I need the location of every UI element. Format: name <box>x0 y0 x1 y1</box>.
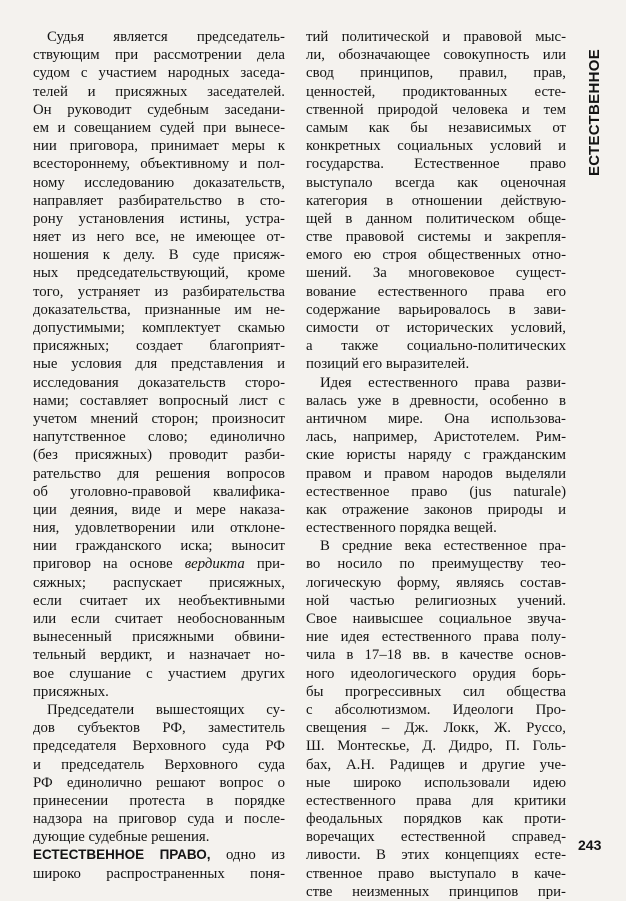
text-line <box>33 410 285 428</box>
line-text: принесении протеста в порядке <box>33 792 285 809</box>
text-line <box>33 119 285 137</box>
text-line <box>33 610 285 628</box>
text-line <box>306 646 566 664</box>
line-text: логическую форму, являясь состав- <box>306 574 566 591</box>
line-text: широко распространенных поня- <box>33 865 285 882</box>
text-line <box>33 756 285 774</box>
line-text: шений. За многовековое сущест- <box>306 265 566 282</box>
text-line <box>306 628 566 646</box>
text-line <box>33 792 285 810</box>
line-text: дов субъектов РФ, заместитель <box>33 720 285 737</box>
line-text: председателя Верховного суда РФ <box>33 738 285 755</box>
text-line <box>306 46 566 64</box>
text-line <box>306 610 566 628</box>
text-line <box>33 701 285 719</box>
text-line <box>33 301 285 319</box>
text-line <box>306 592 566 610</box>
line-text: ственной природой человека и тем <box>306 101 566 118</box>
text-line <box>306 828 566 846</box>
line-text: естественного порядка вещей. <box>306 520 497 537</box>
line-text: а также социально-политических <box>306 338 566 355</box>
line-text: ливости. В этих концепциях есте- <box>306 847 566 864</box>
text-line <box>306 774 566 792</box>
line-text: ных председательствующий, кроме <box>33 265 285 282</box>
line-text: симости от исторических условий, <box>306 320 566 336</box>
text-line <box>306 101 566 119</box>
text-line <box>33 665 285 683</box>
line-text: одно из <box>210 847 285 864</box>
line-text: самым как бы независимых от <box>306 119 566 136</box>
text-line <box>33 210 285 228</box>
line-text: няет из него все, не имеющее от- <box>33 229 285 246</box>
line-text: присяжных. <box>33 683 109 700</box>
line-text: судом с участием народных заседа- <box>33 65 285 82</box>
line-text: доказательства, признанные им не- <box>33 301 285 318</box>
text-line <box>306 465 566 483</box>
line-text: ния, удовлетворении или отклоне- <box>33 520 285 537</box>
line-text: ного идеологического орудия борь- <box>306 665 566 682</box>
line-text: или если считает необоснованным <box>33 611 285 627</box>
text-line <box>306 28 566 46</box>
line-text: бы прогрессивных сил общества <box>306 683 566 700</box>
line-text: феодальных порядков как проти- <box>306 811 566 828</box>
text-line <box>33 828 285 846</box>
text-line <box>306 846 566 864</box>
line-text: нии гражданского иска; выносит <box>33 538 285 555</box>
text-line <box>306 446 566 464</box>
line-text: валась уже в древности, особенно в <box>306 392 566 409</box>
entry-headword: ЕСТЕСТВЕННОЕ ПРАВО, <box>33 847 211 863</box>
text-line <box>33 592 285 610</box>
line-text: вое слушание с участием других <box>33 665 285 682</box>
line-text: учетом мнений сторон; произносит <box>33 410 285 427</box>
text-line <box>33 392 285 410</box>
line-text: с абсолютизмом. Идеологи Про- <box>306 701 566 718</box>
text-line <box>306 246 566 264</box>
text-line <box>33 519 285 537</box>
text-line <box>33 283 285 301</box>
left-column <box>33 28 285 883</box>
line-text: Председатели вышестоящих су- <box>47 701 285 718</box>
text-line <box>306 264 566 282</box>
line-text: нами; составляет вопросный лист с <box>33 392 285 409</box>
text-line <box>306 355 566 373</box>
text-line <box>33 465 285 483</box>
text-line <box>33 83 285 101</box>
text-line <box>33 264 285 282</box>
line-text: ции деяния, виде и мере наказа- <box>33 501 285 518</box>
text-line <box>33 355 285 373</box>
text-line <box>33 137 285 155</box>
line-text: если считает их необъективными <box>33 592 285 609</box>
text-line <box>33 174 285 192</box>
text-line <box>306 665 566 683</box>
line-text: нии приговора, принимает меры к <box>33 138 285 155</box>
line-text: стве правовой системы и закрепля- <box>306 229 566 246</box>
page-number: 243 <box>578 837 602 853</box>
text-line <box>306 374 566 392</box>
line-text: Ш. Монтескье, Д. Дидро, П. Голь- <box>306 738 566 755</box>
text-line <box>306 810 566 828</box>
line-text: щей в данном политическом обще- <box>306 210 566 227</box>
line-text: сяжных; распускает присяжных, <box>33 574 285 591</box>
line-text: свод принципов, правил, прав, <box>306 65 566 82</box>
line-text: Свое наивысшее социальное звуча- <box>306 611 566 627</box>
line-text: направляет разбирательство в сто- <box>33 192 285 209</box>
line-text: ные условия для представления и <box>33 356 285 373</box>
text-line <box>306 210 566 228</box>
text-line <box>33 319 285 337</box>
line-text: стве неизменных принципов при- <box>306 883 566 900</box>
text-line <box>306 737 566 755</box>
text-line <box>306 701 566 719</box>
line-text: ственное право выступало в каче- <box>306 865 566 882</box>
text-line <box>306 683 566 701</box>
line-text: содержание варьировалось в зави- <box>306 301 566 318</box>
line-text: надзора на приговор суда и после- <box>33 811 285 828</box>
text-line <box>33 155 285 173</box>
line-text: ли, обозначающее совокупность или <box>306 47 566 64</box>
line-text: Идея естественного права разви- <box>320 374 566 391</box>
text-line <box>33 446 285 464</box>
line-text: вование естественного права его <box>306 283 566 300</box>
text-line <box>306 392 566 410</box>
right-column <box>306 28 566 901</box>
text-line <box>306 756 566 774</box>
line-text: ной частью религиозных учений. <box>306 592 566 609</box>
text-line <box>306 537 566 555</box>
text-line <box>306 883 566 901</box>
text-line <box>33 846 285 864</box>
text-line <box>306 428 566 446</box>
line-text: рательство для решения вопросов <box>33 465 285 482</box>
line-text: того, устраняет из разбирательства <box>33 283 285 300</box>
line-text: ем и совещанием судей при вынесе- <box>33 119 285 136</box>
text-line <box>306 410 566 428</box>
text-line <box>33 737 285 755</box>
line-text: ношения к делу. В суде присяж- <box>33 247 285 264</box>
line-text: присяжных; создает благоприят- <box>33 338 285 355</box>
text-line <box>306 555 566 573</box>
text-line <box>33 810 285 828</box>
text-line <box>33 865 285 883</box>
line-text: естественное право (jus naturale) <box>306 483 566 500</box>
cross-reference: вердикта <box>184 556 245 573</box>
line-text: как отражение законов природы и <box>306 501 566 518</box>
text-line <box>306 301 566 319</box>
text-line <box>306 283 566 301</box>
text-line <box>306 228 566 246</box>
line-text: об уголовно-правовой квалифика- <box>33 483 285 500</box>
line-text: исследования доказательств сторо- <box>33 374 285 391</box>
line-text: (без присяжных) проводит разби- <box>33 447 285 464</box>
line-text: правом и правом народов выделяли <box>306 465 566 482</box>
line-text: всестороннему, объективному и пол- <box>33 156 285 173</box>
running-head <box>579 28 609 198</box>
text-line <box>306 483 566 501</box>
text-line <box>33 64 285 82</box>
text-line <box>306 337 566 355</box>
text-line <box>33 774 285 792</box>
text-line <box>33 246 285 264</box>
line-text: тий политической и правовой мыс- <box>306 29 566 45</box>
line-text: ские юристы наряду с гражданским <box>306 447 566 464</box>
running-head-text: ЕСТЕСТВЕННОЕ <box>585 49 603 177</box>
text-line <box>306 137 566 155</box>
line-text: тельный вердикт, и назначает но- <box>33 647 285 664</box>
text-line <box>33 28 285 46</box>
text-line <box>33 428 285 446</box>
line-text: ние идея естественного права полу- <box>306 629 566 646</box>
text-line <box>33 374 285 392</box>
line-text: приговор на основе <box>33 556 185 573</box>
line-text: РФ единолично решают вопрос о <box>33 774 285 791</box>
text-line <box>33 555 285 573</box>
text-line <box>306 64 566 82</box>
line-text: во носило по преимуществу тео- <box>306 556 566 573</box>
line-text: государства. Естественное право <box>306 156 566 173</box>
line-text: рону установления истины, устра- <box>33 210 285 227</box>
line-text: дующие судебные решения. <box>33 829 210 846</box>
text-line <box>306 174 566 192</box>
line-text: емого ею строя общественных отно- <box>306 247 566 264</box>
line-text: чила в 17–18 вв. в качестве основ- <box>306 647 566 664</box>
text-line <box>33 337 285 355</box>
text-line <box>306 83 566 101</box>
line-text: при- <box>244 556 285 573</box>
text-line <box>33 683 285 701</box>
line-text: телей и присяжных заседателей. <box>33 83 285 100</box>
text-line <box>306 119 566 137</box>
text-line <box>33 537 285 555</box>
text-line <box>306 519 566 537</box>
line-text: позиций его выразителей. <box>306 356 470 373</box>
line-text: Он руководит судебным заседани- <box>33 101 285 118</box>
text-line <box>33 646 285 664</box>
line-text: конкретных социальных условий и <box>306 138 566 155</box>
text-line <box>306 574 566 592</box>
line-text: В средние века естественное пра- <box>320 538 566 555</box>
line-text: вынесенный присяжными обвини- <box>33 629 285 646</box>
line-text: и председатель Верховного суда <box>33 756 285 773</box>
line-text: ценностей, продиктованных есте- <box>306 83 566 100</box>
line-text: ствующим при рассмотрении дела <box>33 47 285 64</box>
text-line <box>33 228 285 246</box>
text-line <box>33 719 285 737</box>
line-text: воречащих естественной справед- <box>306 829 566 846</box>
line-text: естественного права для критики <box>306 792 566 809</box>
line-text: Судья является председатель- <box>47 29 285 45</box>
text-line <box>33 574 285 592</box>
text-line <box>33 192 285 210</box>
line-text: свещения – Дж. Локк, Ж. Руссо, <box>306 720 566 737</box>
line-text: выступало всегда как оценочная <box>306 174 566 191</box>
text-line <box>306 792 566 810</box>
line-text: напутственное слово; единолично <box>33 429 285 446</box>
text-line <box>306 155 566 173</box>
text-line <box>33 501 285 519</box>
text-line <box>33 483 285 501</box>
text-line <box>33 101 285 119</box>
line-text: бах, А.Н. Радищев и другие уче- <box>306 756 566 773</box>
text-line <box>306 865 566 883</box>
text-line <box>33 628 285 646</box>
text-line <box>33 46 285 64</box>
line-text: античном мире. Она использова- <box>306 410 566 427</box>
line-text: ные широко использовали идею <box>306 774 566 791</box>
line-text: ному исследованию доказательств, <box>33 174 285 191</box>
line-text: допустимыми; комплектует скамью <box>33 320 285 336</box>
text-line <box>306 719 566 737</box>
text-line <box>306 319 566 337</box>
text-line <box>306 501 566 519</box>
text-line <box>306 192 566 210</box>
line-text: лась, например, Аристотелем. Рим- <box>306 429 566 446</box>
line-text: категория в отношении действую- <box>306 192 566 209</box>
